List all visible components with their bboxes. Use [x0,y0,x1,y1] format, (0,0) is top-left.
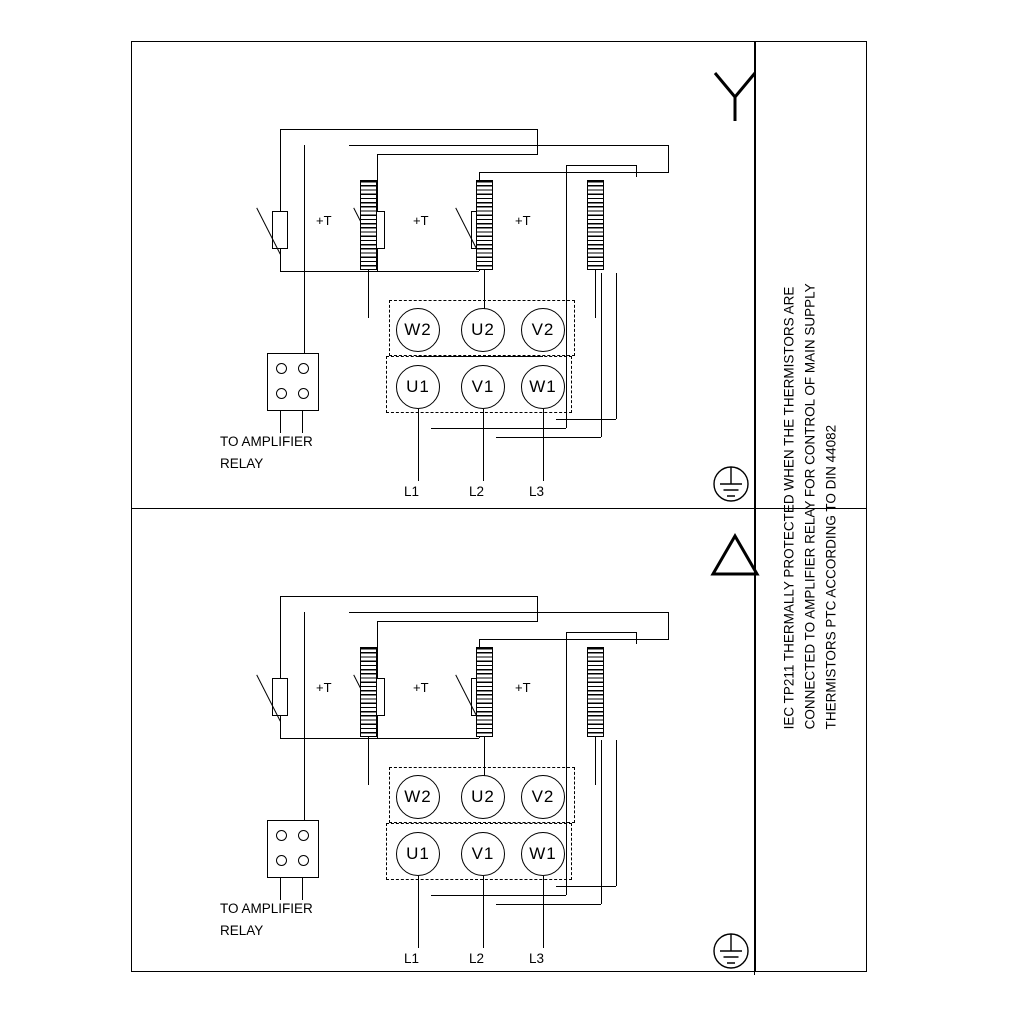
wire [304,738,305,826]
wire [566,165,567,428]
earth-symbol-icon [706,459,756,509]
wire [377,249,378,271]
terminal-w1: W1 [521,832,565,876]
supply-label-l3: L3 [529,484,545,499]
terminal-u2: U2 [461,775,505,819]
wire [280,716,281,738]
stator-winding-3 [587,647,604,737]
wire [280,596,538,597]
terminal-u1: U1 [396,365,440,409]
terminal-dot [298,855,309,866]
wire [302,878,303,900]
terminal-dot [298,363,309,374]
wire [304,271,305,359]
amplifier-terminal-block [267,820,319,878]
terminal-dot [276,830,287,841]
wire [349,145,669,146]
wire [280,411,281,433]
wire [537,596,538,621]
supply-label-l2: L2 [469,484,485,499]
terminal-v2: V2 [521,308,565,352]
wire [280,738,377,739]
wire [566,165,636,166]
wire [601,273,602,437]
thermistor-label-2: +T [413,680,429,695]
wire [368,270,369,318]
wire [496,437,601,438]
wire [377,271,479,272]
terminal-v1: V1 [461,832,505,876]
wire [636,632,637,644]
terminal-dot [298,830,309,841]
wire [616,740,617,886]
wire [349,612,669,613]
terminal-w2: W2 [396,775,440,819]
wire [537,129,538,154]
wire [496,904,601,905]
terminal-u1: U1 [396,832,440,876]
wire-l2 [483,876,484,948]
wire [377,738,479,739]
note-text [780,283,843,729]
stator-winding-3 [587,180,604,270]
terminal-w2: W2 [396,308,440,352]
wire [479,172,669,173]
wire-star-point [418,356,543,357]
terminal-w1: W1 [521,365,565,409]
note-line-3: THERMISTORS PTC ACCORDING TO DIN 44082 [823,424,839,730]
stator-winding-1 [360,180,377,270]
thermistor-label-3: +T [515,680,531,695]
wire [377,154,378,211]
amplifier-terminal-block [267,353,319,411]
thermistor-label-1: +T [316,680,332,695]
wire [595,737,596,785]
wire [280,878,281,900]
wire [668,612,669,639]
wire [616,273,617,419]
wire [479,639,669,640]
wire [595,270,596,318]
wire-l1 [418,409,419,481]
wire [377,154,538,155]
stator-winding-2 [476,180,493,270]
supply-label-l2: L2 [469,951,485,966]
wire [368,737,369,785]
amplifier-note-line1: TO AMPLIFIER [220,434,313,449]
terminal-u2: U2 [461,308,505,352]
wire [566,632,567,895]
wire [280,249,281,271]
terminal-dot [276,363,287,374]
wire [377,716,378,738]
note-line-2: CONNECTED TO AMPLIFIER RELAY FOR CONTROL OF MAIN SUPPLY [802,283,818,730]
wire [636,165,637,177]
wire [377,621,378,678]
wire [556,419,616,420]
stator-winding-1 [360,647,377,737]
note-line-1: IEC TP211 THERMALLY PROTECTED WHEN THE THERMISTORS ARE [781,286,797,730]
panel-star-connection [131,41,755,508]
wire [668,145,669,172]
terminal-dot [276,388,287,399]
amplifier-note-line2: RELAY [220,923,264,938]
supply-label-l3: L3 [529,951,545,966]
thermistor-ptc-1 [272,211,288,249]
wire-l2 [483,409,484,481]
wire [280,271,377,272]
wire-l1 [418,876,419,948]
thermistor-ptc-1 [272,678,288,716]
thermistor-label-2: +T [413,213,429,228]
terminal-v1: V1 [461,365,505,409]
panel-delta-connection [131,508,755,975]
wire [431,895,566,896]
amplifier-note-line2: RELAY [220,456,264,471]
wire-l3 [543,876,544,948]
wire [280,129,538,130]
terminal-dot [298,388,309,399]
supply-label-l1: L1 [404,951,420,966]
wire-l3 [543,409,544,481]
wire [302,411,303,433]
wire [601,740,602,904]
wire [566,632,636,633]
wire [377,621,538,622]
terminal-dot [276,855,287,866]
earth-symbol-icon [706,926,756,976]
wire [304,145,305,271]
wire [431,428,566,429]
stator-winding-2 [476,647,493,737]
wire [556,886,616,887]
note-column [755,41,867,972]
thermistor-label-1: +T [316,213,332,228]
wire [304,612,305,738]
thermistor-label-3: +T [515,213,531,228]
amplifier-note-line1: TO AMPLIFIER [220,901,313,916]
terminal-v2: V2 [521,775,565,819]
supply-label-l1: L1 [404,484,420,499]
